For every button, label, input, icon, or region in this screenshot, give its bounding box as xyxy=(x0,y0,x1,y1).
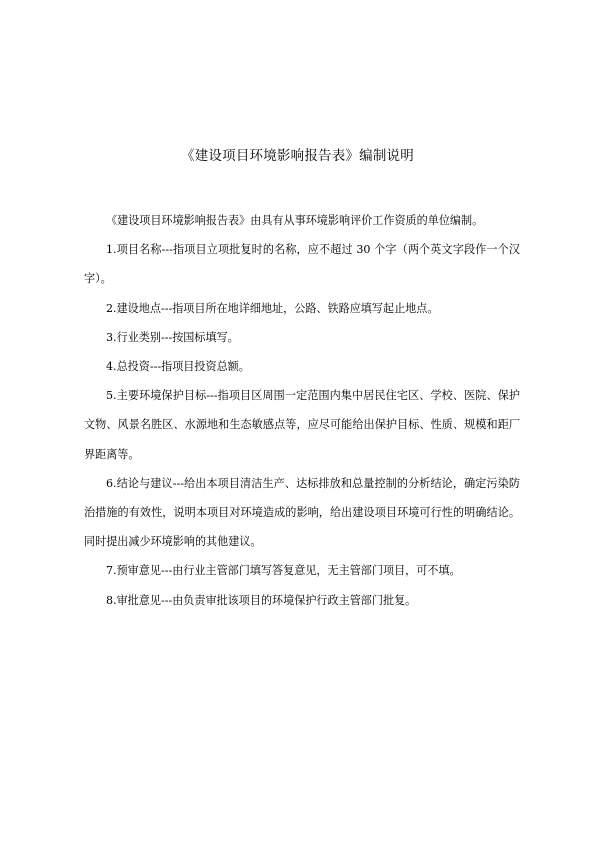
item-project-name: 1.项目名称---指项目立项批复时的名称，应不超过 30 个字（两个英文字段作一个汉字）。 xyxy=(84,243,520,286)
item-location: 2.建设地点---指项目所在地详细地址，公路、铁路应填写起止地点。 xyxy=(106,301,439,315)
item-protection-targets: 5.主要环境保护目标---指项目区周围一定范围内集中居民住宅区、学校、医院、保护文物、风景名胜区、水源地和生态敏感点等，应尽可能给出保护目标、性质、规模和距厂界距离等。 xyxy=(84,389,520,461)
item-conclusions: 6.结论与建议---给出本项目清洁生产、达标排放和总量控制的分析结论，确定污染防治措施的有效性，说明本项目对环境造成的影响，给出建设项目环境可行性的明确结论。同时提出减少环境影响的其他建议。 xyxy=(84,476,520,549)
item-industry-category: 3.行业类别---按国标填写。 xyxy=(106,330,239,344)
item-approval-opinion: 8.审批意见---由负责审批该项目的环境保护行政主管部门批复。 xyxy=(106,593,417,607)
intro-paragraph: 《建设项目环境影响报告表》由具有从事环境影响评价工作资质的单位编制。 xyxy=(106,214,484,227)
item-total-investment: 4.总投资---指项目投资总额。 xyxy=(106,360,250,374)
document-body xyxy=(84,206,520,615)
item-preliminary-review: 7.预审意见---由行业主管部门填写答复意见，无主管部门项目，可不填。 xyxy=(106,564,461,578)
document-title: 《建设项目环境影响报告表》编制说明 xyxy=(181,148,414,164)
